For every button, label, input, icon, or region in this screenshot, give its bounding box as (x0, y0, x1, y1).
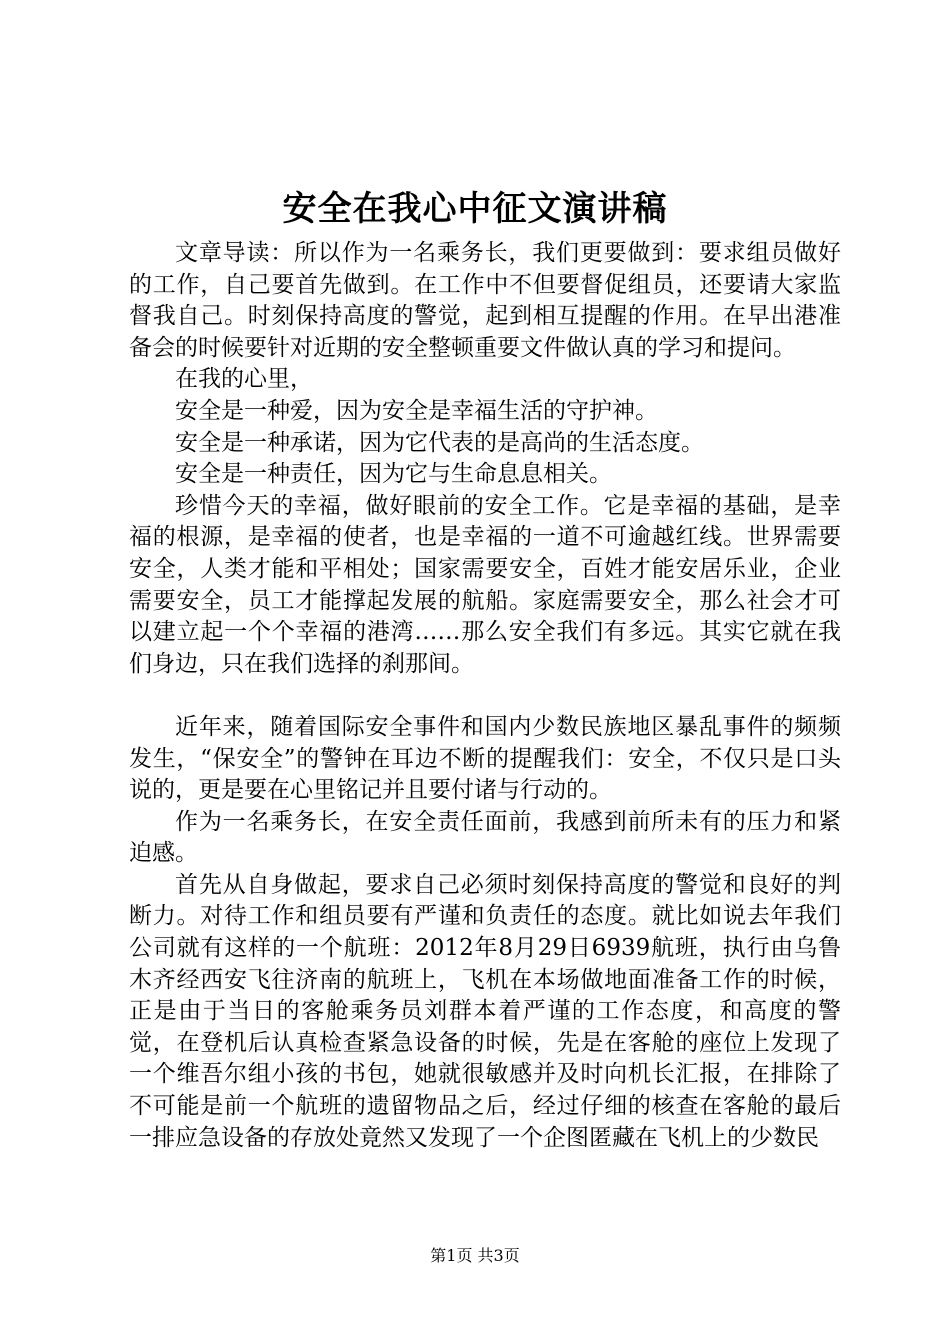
paragraph-heart: 在我的心里， (175, 366, 313, 393)
document-title: 安全在我心中征文演讲稿 (282, 189, 668, 229)
paragraph-love: 安全是一种爱，因为安全是幸福生活的守护神。 (175, 397, 658, 424)
paragraph-cherish: 珍惜今天的幸福，做好眼前的安全工作。它是幸福的基础，是幸福的根源，是幸福的使者，也是幸福的一道不可逾越红线。世界需要安全，人类才能和平相处；国家需要安全，百姓才能安居乐业，企业需要安全，员工才能撑起发展的航船。家庭需要安全，那么社会才可以建立起一个个幸福的港湾……那么安全我们有多远。其实它就在我们身边，只在我们选择的刹那间。 (129, 492, 841, 677)
paragraph-promise: 安全是一种承诺，因为它代表的是高尚的生活态度。 (175, 429, 704, 456)
paragraph-intro: 文章导读：所以作为一名乘务长，我们更要做到：要求组员做好的工作，自己要首先做到。在工作中不但要督促组员，还要请大家监督我自己。时刻保持高度的警觉，起到相互提醒的作用。在早出港准备会的时候要针对近期的安全整顿重要文件做认真的学习和提问。 (129, 240, 841, 361)
paragraph-spacer (129, 680, 841, 712)
page-footer: 第1页 共3页 (430, 1246, 520, 1265)
paragraph-duty: 安全是一种责任，因为它与生命息息相关。 (175, 461, 612, 488)
paragraph-purser: 作为一名乘务长，在安全责任面前，我感到前所未有的压力和紧迫感。 (129, 808, 841, 867)
paragraph-recent-years: 近年来，随着国际安全事件和国内少数民族地区暴乱事件的频频发生，“保安全”的警钟在耳边不断的提醒我们：安全，不仅只是口头说的，更是要在心里铭记并且要付诸与行动的。 (129, 713, 841, 804)
paragraph-example: 首先从自身做起，要求自己必须时刻保持高度的警觉和良好的判断力。对待工作和组员要有严谨和负责任的态度。就比如说去年我们公司就有这样的一个航班：2012年8月29日6939航班，执行由乌鲁木齐经西安飞往济南的航班上，飞机在本场做地面准备工作的时候，正是由于当日的客舱乘务员刘群本着严谨的工作态度，和高度的警觉，在登机后认真检查紧急设备的时候，先是在客舱的座位上发现了一个维吾尔组小孩的书包，她就很敏感并及时向机长汇报，在排除了不可能是前一个航班的遗留物品之后，经过仔细的核查在客舱的最后一排应急设备的存放处竟然又发现了一个企图匿藏在飞机上的少数民 (129, 871, 841, 1151)
document-body (129, 238, 841, 1154)
